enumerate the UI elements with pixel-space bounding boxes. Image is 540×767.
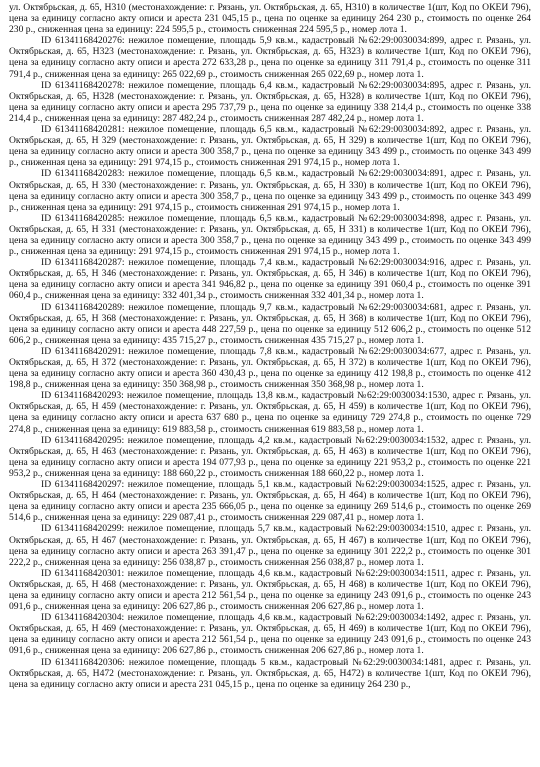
lot-paragraph-continued: ул. Октябрьская, д. 65, Н310 (местонахождение: г. Рязань, ул. Октябрьская, д. 65, Н310) в количестве 1(шт, Код по ОКЕИ 796), цена за единицу согласно акту описи и ареста 231 045,15 р., цена по оценке за единицу 264 230 р., стоимость по оценке 264 230 р., сниженная цена за единицу: 224 595,5 р., стоимость сниженная 224 595,5 р., номер лота 1. xyxy=(9,2,531,36)
lot-paragraph: ID 61341168420304: нежилое помещение, площадь 4,6 кв.м., кадастровый №62:29:0030034:1492, адрес г. Рязань, ул. Октябрьская, д. 65, Н 469 (местонахождение: г. Рязань, ул. Октябрьская, д. 65, Н 469) в количестве 1(шт, Код по ОКЕИ 796), цена за единицу согласно акту описи и ареста 212 561,54 р., цена по оценке за единицу 243 091,6 р., стоимость по оценке 243 091,6 р., сниженная цена за единицу: 206 627,86 р., стоимость сниженная 206 627,86 р., номер лота 1. xyxy=(9,612,531,657)
lot-paragraph: ID 61341168420287: нежилое помещение, площадь 7,4 кв.м., кадастровый №62:29:0030034:916, адрес г. Рязань, ул. Октябрьская, д. 65, Н 346 (местонахождение: г. Рязань, ул. Октябрьская, д. 65, Н 346) в количестве 1(шт, Код по ОКЕИ 796), цена за единицу согласно акту описи и ареста 341 946,82 р., цена по оценке за единицу 391 060,4 р., стоимость по оценке 391 060,4 р., сниженная цена за единицу: 332 401,34 р., стоимость сниженная 332 401,34 р., номер лота 1. xyxy=(9,257,531,302)
lot-paragraph: ID 61341168420293: нежилое помещение, площадь 13,8 кв.м., кадастровый №62:29:0030034:1530, адрес г. Рязань, ул. Октябрьская, д. 65, Н 459 (местонахождение: г. Рязань, ул. Октябрьская, д. 65, Н 459) в количестве 1(шт, Код по ОКЕИ 796), цена за единицу согласно акту описи и ареста 637 680 р., цена по оценке за единицу 729 274,8 р., стоимость по оценке 729 274,8 р., сниженная цена за единицу: 619 883,58 р., стоимость сниженная 619 883,58 р., номер лота 1. xyxy=(9,390,531,435)
lot-paragraph: ID 61341168420301: нежилое помещение, площадь 4,6 кв.м., кадастровый №62:29:0030034:1511, адрес г. Рязань, ул. Октябрьская, д. 65, Н 468 (местонахождение: г. Рязань, ул. Октябрьская, д. 65, Н 468) в количестве 1(шт, Код по ОКЕИ 796), цена за единицу согласно акту описи и ареста 212 561,54 р., цена по оценке за единицу 243 091,6 р., стоимость по оценке 243 091,6 р., сниженная цена за единицу: 206 627,86 р., стоимость сниженная 206 627,86 р., номер лота 1. xyxy=(9,567,531,613)
lot-paragraph: ID 61341168420283: нежилое помещение, площадь 6,5 кв.м., кадастровый №62:29:0030034:891, адрес г. Рязань, ул. Октябрьская, д. 65, Н 330 (местонахождение: г. Рязань, ул. Октябрьская, д. 65, Н 330) в количестве 1(шт, Код по ОКЕИ 796), цена за единицу согласно акту описи и ареста 300 358,7 р., цена по оценке за единицу 343 499 р., стоимость по оценке 343 499 р., сниженная цена за единицу: 291 974,15 р., стоимость сниженная 291 974,15 р., номер лота 1. xyxy=(9,168,531,213)
lot-paragraph: ID 61341168420285: нежилое помещение, площадь 6,5 кв.м., кадастровый №62:29:0030034:898, адрес г. Рязань, ул. Октябрьская, д. 65, Н 331 (местонахождение: г. Рязань, ул. Октябрьская, д. 65, Н 331) в количестве 1(шт, Код по ОКЕИ 796), цена за единицу согласно акту описи и ареста 300 358,7 р., цена по оценке за единицу 343 499 р., стоимость по оценке 343 499 р., сниженная цена за единицу: 291 974,15 р., стоимость сниженная 291 974,15 р., номер лота 1. xyxy=(9,212,531,258)
lot-paragraph: ID 61341168420299: нежилое помещение, площадь 5,7 кв.м., кадастровый №62:29:0030034:1510, адрес г. Рязань, ул. Октябрьская, д. 65, Н 467 (местонахождение: г. Рязань, ул. Октябрьская, д. 65, Н 467) в количестве 1(шт, Код по ОКЕИ 796), цена за единицу согласно акту описи и ареста 263 391,47 р., цена по оценке за единицу 301 222,2 р., стоимость по оценке 301 222,2 р., сниженная цена за единицу: 256 038,87 р., стоимость сниженная 256 038,87 р., номер лота 1. xyxy=(9,523,531,568)
lot-paragraph: ID 61341168420291: нежилое помещение, площадь 7,8 кв.м., кадастровый №62:29:0030034:677, адрес г. Рязань, ул. Октябрьская, д. 65, Н 372 (местонахождение: г. Рязань, ул. Октябрьская, д. 65, Н 372) в количестве 1(шт, Код по ОКЕИ 796), цена за единицу согласно акту описи и ареста 360 430,43 р., цена по оценке за единицу 412 198,8 р., стоимость по оценке 412 198,8 р., сниженная цена за единицу: 350 368,98 р., стоимость сниженная 350 368,98 р., номер лота 1. xyxy=(9,345,531,391)
lot-paragraph: ID 61341168420289: нежилое помещение, площадь 9,7 кв.м., кадастровый №62:29:0030034:681, адрес г. Рязань, ул. Октябрьская, д. 65, Н 368 (местонахождение: г. Рязань, ул. Октябрьская, д. 65, Н 368) в количестве 1(шт, Код по ОКЕИ 796), цена за единицу согласно акту описи и ареста 448 227,59 р., цена по оценке за единицу 512 606,2 р., стоимость по оценке 512 606,2 р., сниженная цена за единицу: 435 715,27 р., стоимость сниженная 435 715,27 р., номер лота 1. xyxy=(9,301,531,346)
lot-paragraph: ID 61341168420278: нежилое помещение, площадь 6,4 кв.м., кадастровый №62:29:0030034:895, адрес г. Рязань, ул. Октябрьская, д. 65, Н328 (местонахождение: г. Рязань, ул. Октябрьская, д. 65, Н328) в количестве 1(шт, Код по ОКЕИ 796), цена за единицу согласно акту описи и ареста 295 737,79 р., цена по оценке за единицу 338 214,4 р., стоимость по оценке 338 214,4 р., сниженная цена за единицу: 287 482,24 р., стоимость сниженная 287 482,24 р., номер лота 1. xyxy=(9,79,531,124)
lot-paragraph: ID 61341168420306: нежилое помещение, площадь 5 кв.м., кадастровый №62:29:0030034:1481, адрес г. Рязань, ул. Октябрьская, д. 65, Н472 (местонахождение: г. Рязань, ул. Октябрьская, д. 65, Н472) в количестве 1(шт, Код по ОКЕИ 796), цена за единицу согласно акту описи и ареста 231 045,15 р., цена по оценке за единицу 264 230 р., xyxy=(9,656,531,690)
lot-paragraph: ID 61341168420281: нежилое помещение, площадь 6,5 кв.м., кадастровый №62:29:0030034:892, адрес г. Рязань, ул. Октябрьская, д. 65, Н 329 (местонахождение: г. Рязань, ул. Октябрьская, д. 65, Н 329) в количестве 1(шт, Код по ОКЕИ 796), цена за единицу согласно акту описи и ареста 300 358,7 р., цена по оценке за единицу 343 499 р., стоимость по оценке 343 499 р., сниженная цена за единицу: 291 974,15 р., стоимость сниженная 291 974,15 р., номер лота 1. xyxy=(9,124,531,169)
lot-paragraph: ID 61341168420295: нежилое помещение, площадь 4,2 кв.м., кадастровый №62:29:0030034:1532, адрес г. Рязань, ул. Октябрьская, д. 65, Н 463 (местонахождение: г. Рязань, ул. Октябрьская, д. 65, Н 463) в количестве 1(шт, Код по ОКЕИ 796), цена за единицу согласно акту описи и ареста 194 077,93 р., цена по оценке за единицу 221 953,2 р., стоимость по оценке 221 953,2 р., сниженная цена за единицу: 188 660,22 р., стоимость сниженная 188 660,22 р., номер лота 1. xyxy=(9,434,531,479)
lot-paragraph: ID 61341168420276: нежилое помещение, площадь 5,9 кв.м., кадастровый №62:29:0030034:899, адрес г. Рязань, ул. Октябрьская, д. 65, Н323 (местонахождение: г. Рязань, ул. Октябрьская, д. 65, Н323) в количестве 1(шт, Код по ОКЕИ 796), цена за единицу согласно акту описи и ареста 272 633,28 р., цена по оценке за единицу 311 791,4 р., стоимость по оценке 311 791,4 р., сниженная цена за единицу: 265 022,69 р., стоимость сниженная 265 022,69 р., номер лота 1. xyxy=(9,35,531,80)
lot-paragraph: ID 61341168420297: нежилое помещение, площадь 5,1 кв.м., кадастровый №62:29:0030034:1525, адрес г. Рязань, ул. Октябрьская, д. 65, Н 464 (местонахождение: г. Рязань, ул. Октябрьская, д. 65, Н 464) в количестве 1(шт, Код по ОКЕИ 796), цена за единицу согласно акту описи и ареста 235 666,05 р., цена по оценке за единицу 269 514,6 р., стоимость по оценке 269 514,6 р., сниженная цена за единицу: 229 087,41 р., стоимость сниженная 229 087,41 р., номер лота 1. xyxy=(9,479,531,524)
